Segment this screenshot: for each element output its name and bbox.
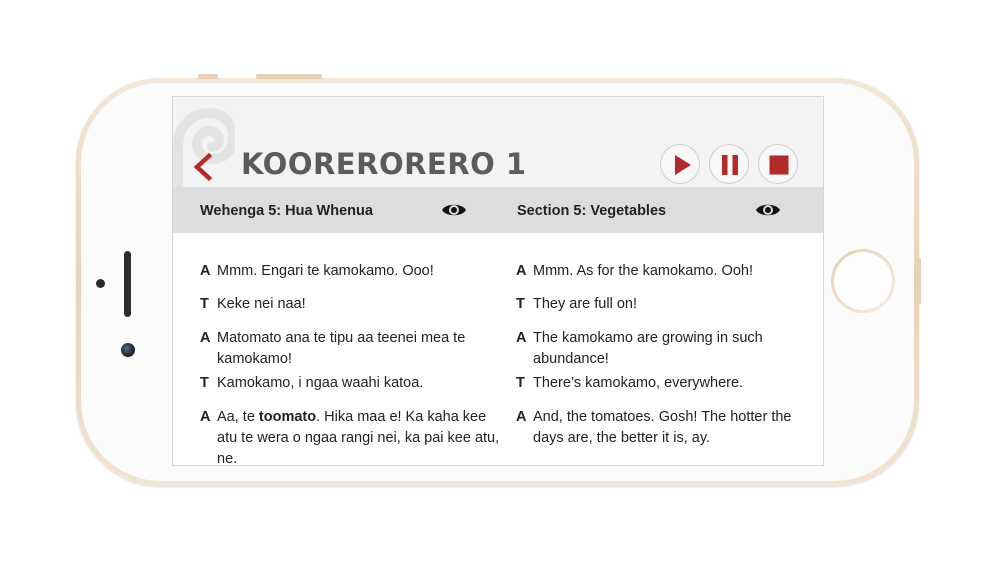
dialogue-text: Matomato ana te tipu aa teenei mea te kamokamo! — [217, 330, 466, 367]
stop-icon — [759, 145, 799, 185]
speaker-label: T — [200, 296, 209, 312]
dialogue-text: There’s kamokamo, everywhere. — [533, 375, 744, 391]
koru-logo-icon — [173, 107, 235, 197]
eye-icon[interactable] — [441, 201, 467, 219]
column-header-bar — [173, 187, 823, 233]
speaker-label: T — [200, 375, 209, 391]
stop-button[interactable] — [758, 144, 798, 184]
dialogue-text: They are full on! — [533, 296, 637, 312]
speaker-label: A — [200, 263, 211, 279]
back-chevron-icon[interactable] — [191, 153, 215, 181]
dialogue-text: Kamokamo, i ngaa waahi katoa. — [217, 375, 424, 391]
page-title: KOORERORERO 1 — [241, 147, 527, 181]
app-header — [173, 97, 823, 187]
home-button[interactable] — [831, 249, 895, 313]
highlighted-word: toomato — [258, 409, 317, 425]
pause-icon — [710, 145, 750, 185]
play-button[interactable] — [660, 144, 700, 184]
dialogue-text: And, the tomatoes. Gosh! The hotter the days are, the better it is, ay. — [533, 409, 792, 446]
dialogue-text: Mmm. As for the kamokamo. Ooh! — [533, 263, 753, 279]
phone-top-button — [198, 74, 218, 79]
pause-button[interactable] — [709, 144, 749, 184]
dialogue-text: The kamokamo are growing in such abundance! — [533, 330, 763, 367]
app-screen — [172, 96, 824, 466]
dialogue-text-part: Aa, te — [217, 409, 259, 425]
phone-sensor — [96, 279, 105, 288]
english-section-heading: Section 5: Vegetables — [517, 203, 667, 219]
play-icon — [661, 145, 701, 185]
dialogue-text — [217, 407, 502, 466]
speaker-label: A — [200, 330, 211, 346]
eye-icon[interactable] — [755, 201, 781, 219]
camera-icon — [121, 343, 135, 357]
phone-speaker — [124, 251, 131, 317]
speaker-label: T — [516, 296, 525, 312]
speaker-label: A — [516, 409, 527, 425]
maori-section-heading: Wehenga 5: Hua Whenua — [200, 203, 373, 219]
home-button-face — [834, 252, 892, 310]
speaker-label: A — [516, 263, 527, 279]
speaker-label: A — [516, 330, 527, 346]
speaker-label: A — [200, 409, 211, 425]
dialogue-text: Keke nei naa! — [217, 296, 306, 312]
phone-top-button — [256, 74, 322, 79]
speaker-label: T — [516, 375, 525, 391]
dialogue-text: Mmm. Engari te kamokamo. Ooo! — [217, 263, 434, 279]
phone-side-button — [916, 258, 921, 304]
dialogue-text-part: . Hika maa e! Ka kaha kee atu te wera o ngaa rangi nei, ka pai kee atu, ne. — [217, 409, 500, 466]
